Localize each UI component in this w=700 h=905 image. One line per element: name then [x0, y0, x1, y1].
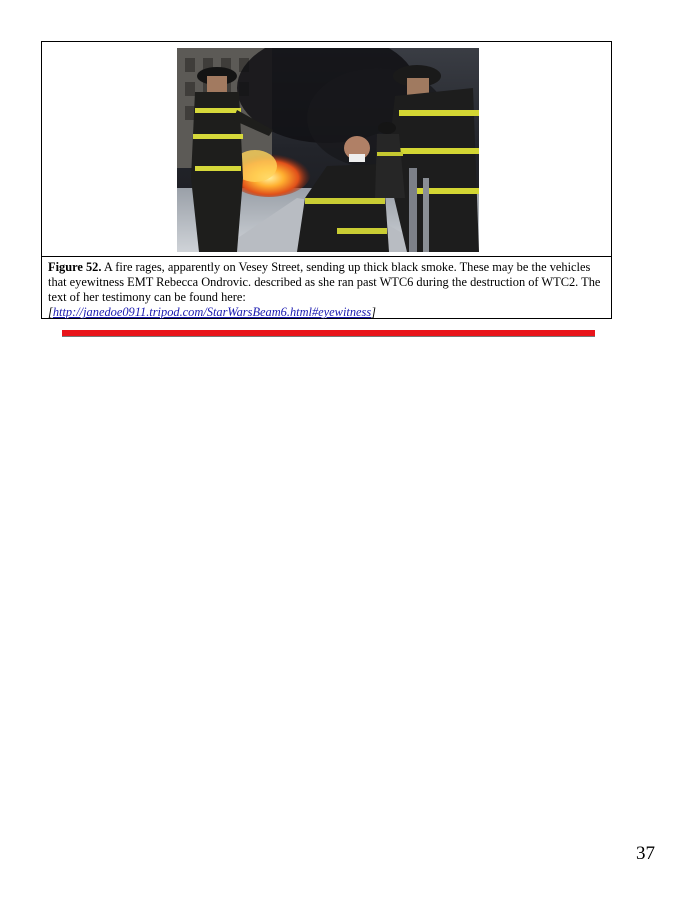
page-number: 37: [636, 843, 655, 864]
firefighters-photo: [177, 48, 479, 252]
caption-text: A fire rages, apparently on Vesey Street, sending up thick black smoke. These may be the vehicles that eyewitness EMT Rebecca Ondrovic. described as she ran past WTC6 during the destruction of WTC2. The text of her testimony can be found here:: [48, 260, 601, 304]
figure-box: [41, 41, 612, 319]
link-open-bracket: [: [48, 305, 53, 319]
testimony-link[interactable]: http://janedoe0911.tripod.com/StarWarsBeam6.html#eyewitness: [52, 305, 372, 319]
red-divider-bar: [62, 330, 595, 337]
figure-caption: [48, 260, 606, 320]
caption-rule: [42, 256, 611, 257]
link-close-bracket: ]: [371, 305, 376, 319]
figure-label: Figure 52.: [48, 260, 102, 274]
